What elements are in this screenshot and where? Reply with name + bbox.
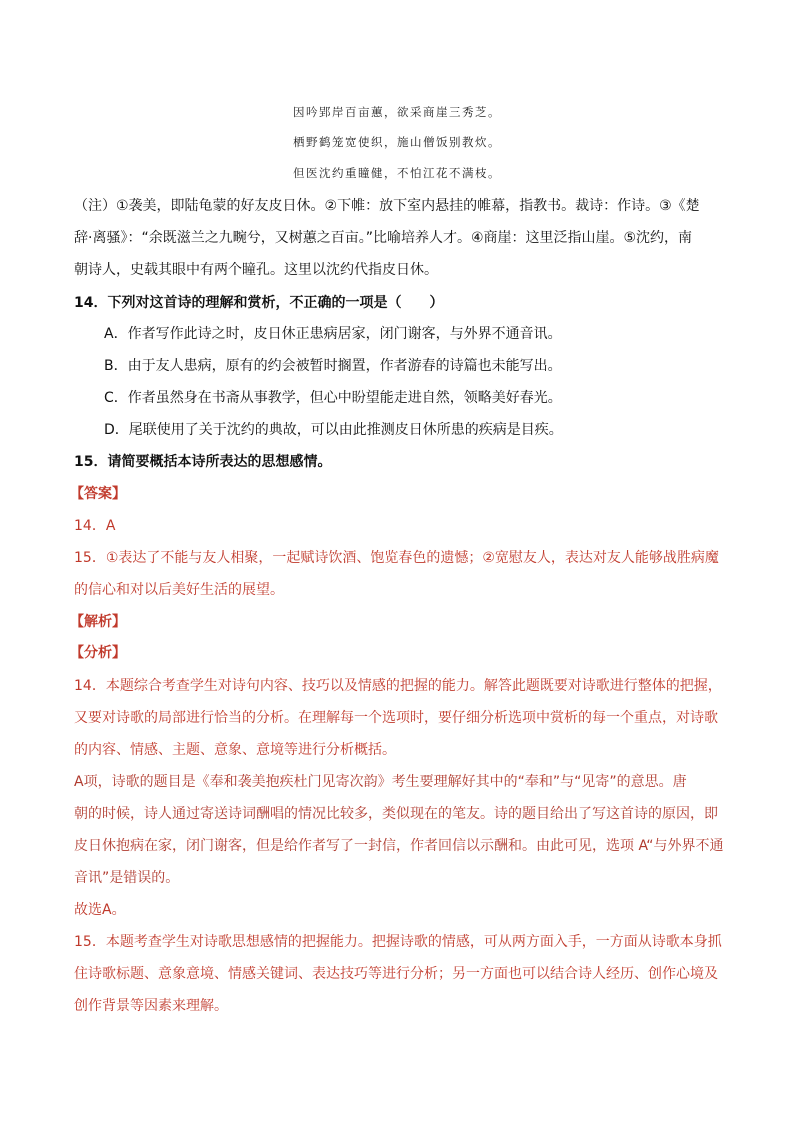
note-line: 辞·离骚》：“余既滋兰之九畹兮，又树蕙之百亩。”比喻培养人才。④商崖：这里泛指山崖。⑤沈约，南 [74, 230, 693, 246]
question-14-option-c: C．作者虽然身在书斋从事教学，但心中盼望能走进自然，领略美好春光。 [104, 390, 562, 406]
analysis-a-item-line: A项，诗歌的题目是《奉和袭美抱疾杜门见寄次韵》考生要理解好其中的“奉和”与“见寄”的意思。唐 [74, 774, 687, 790]
answer-14: 14．A [74, 518, 116, 534]
analysis-a-item-line: 皮日休抱病在家，闭门谢客，但是给作者写了一封信，作者回信以示酬和。由此可见，选项 A“与外界不通 [74, 838, 724, 854]
analysis-15-line: 住诗歌标题、意象意境、情感关键词、表达技巧等进行分析；另一方面也可以结合诗人经历、创作心境及 [74, 966, 718, 982]
analysis-tag: 【解析】 [70, 614, 126, 630]
poem-line: 因吟郢岸百亩蕙，欲采商崖三秀芝。 [293, 105, 501, 119]
analysis-a-item-line: 朝的时候，诗人通过寄送诗词酬唱的情况比较多，类似现在的笔友。诗的题目给出了写这首诗的原因，即 [74, 806, 718, 822]
note-line: 朝诗人，史载其眼中有两个瞳孔。这里以沈约代指皮日休。 [74, 262, 438, 278]
analysis-14-line: 的内容、情感、主题、意象、意境等进行分析概括。 [74, 742, 396, 758]
analysis-choose: 故选A。 [74, 902, 126, 918]
poem-line: 栖野鹤笼宽使织，施山僧饭别教炊。 [293, 135, 501, 149]
poem-line: 但医沈约重瞳健，不怕江花不满枝。 [293, 166, 501, 180]
answer-15-line: 15．①表达了不能与友人相聚，一起赋诗饮酒、饱览春色的遗憾；②宽慰友人，表达对友人能够战胜病魔 [74, 550, 719, 566]
analysis-14-line: 14．本题综合考查学生对诗句内容、技巧以及情感的把握的能力。解答此题既要对诗歌进行整体的把握， [74, 678, 722, 694]
analysis-sub-tag: 【分析】 [70, 645, 126, 661]
question-15-stem: 15．请简要概括本诗所表达的思想感情。 [74, 454, 332, 470]
question-14-stem: 14．下列对这首诗的理解和赏析，不正确的一项是（ ） [74, 295, 444, 311]
analysis-a-item-line: 音讯”是错误的。 [74, 870, 180, 886]
note-line: （注）①袭美，即陆龟蒙的好友皮日休。②下帷：放下室内悬挂的帷幕，指教书。裁诗：作诗。③《楚 [74, 198, 700, 214]
answer-tag: 【答案】 [70, 486, 126, 502]
question-14-option-a: A．作者写作此诗之时，皮日休正患病居家，闭门谢客，与外界不通音讯。 [104, 326, 562, 342]
question-14-option-d: D．尾联使用了关于沈约的典故，可以由此推测皮日休所患的疾病是目疾。 [104, 422, 563, 438]
analysis-14-line: 又要对诗歌的局部进行恰当的分析。在理解每一个选项时，要仔细分析选项中赏析的每一个重点，对诗歌 [74, 710, 718, 726]
question-14-option-b: B．由于友人患病，原有的约会被暂时搁置，作者游春的诗篇也未能写出。 [104, 358, 562, 374]
analysis-15-line: 创作背景等因素来理解。 [74, 998, 228, 1014]
analysis-15-line: 15．本题考查学生对诗歌思想感情的把握能力。把握诗歌的情感，可从两方面入手，一方面从诗歌本身抓 [74, 934, 722, 950]
answer-15-line: 的信心和对以后美好生活的展望。 [74, 582, 284, 598]
